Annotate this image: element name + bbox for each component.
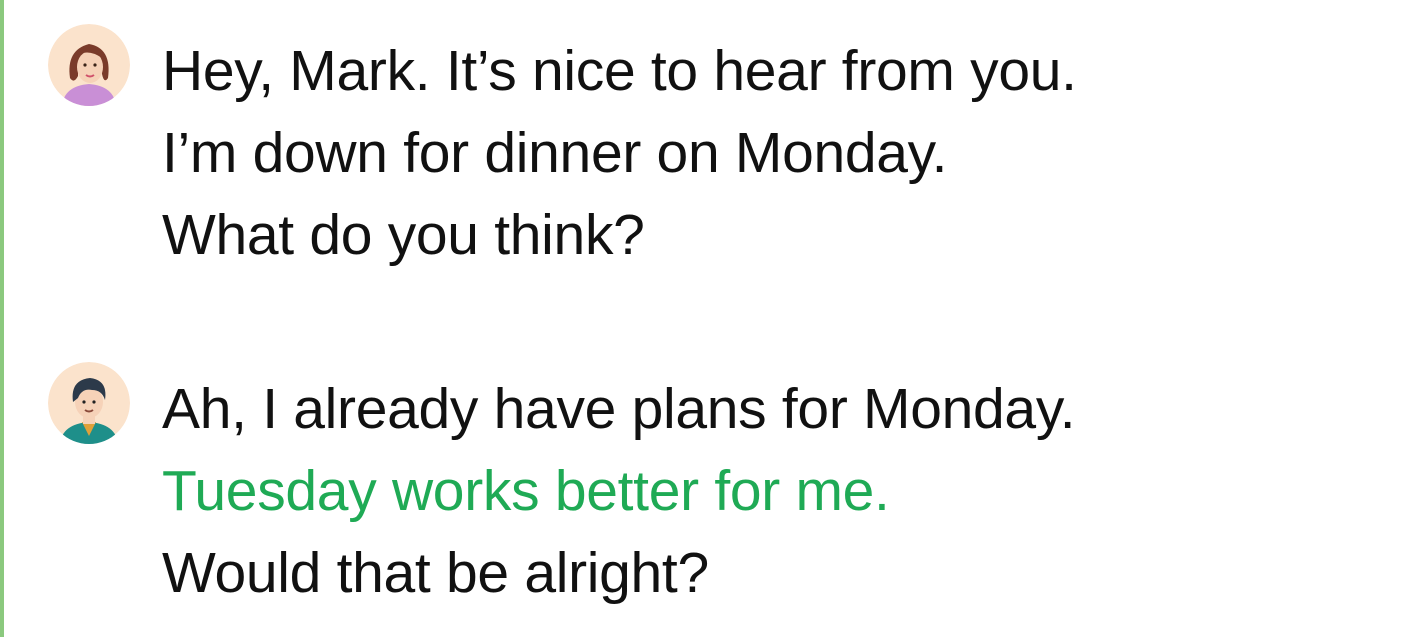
message-line: Hey, Mark. It’s nice to hear from you. [162, 39, 1077, 103]
man-avatar-icon [48, 362, 130, 444]
message-line: I’m down for dinner on Monday. [162, 121, 948, 185]
highlighted-line: Tuesday works better for me. [162, 459, 890, 523]
woman-avatar-icon [48, 24, 130, 106]
message-lines [162, 30, 1077, 276]
message-line: Would that be alright? [162, 541, 709, 605]
message-line: Ah, I already have plans for Monday. [162, 377, 1076, 441]
left-accent-bar [0, 0, 4, 637]
message-line: What do you think? [162, 203, 645, 267]
message-lines [162, 368, 1075, 614]
